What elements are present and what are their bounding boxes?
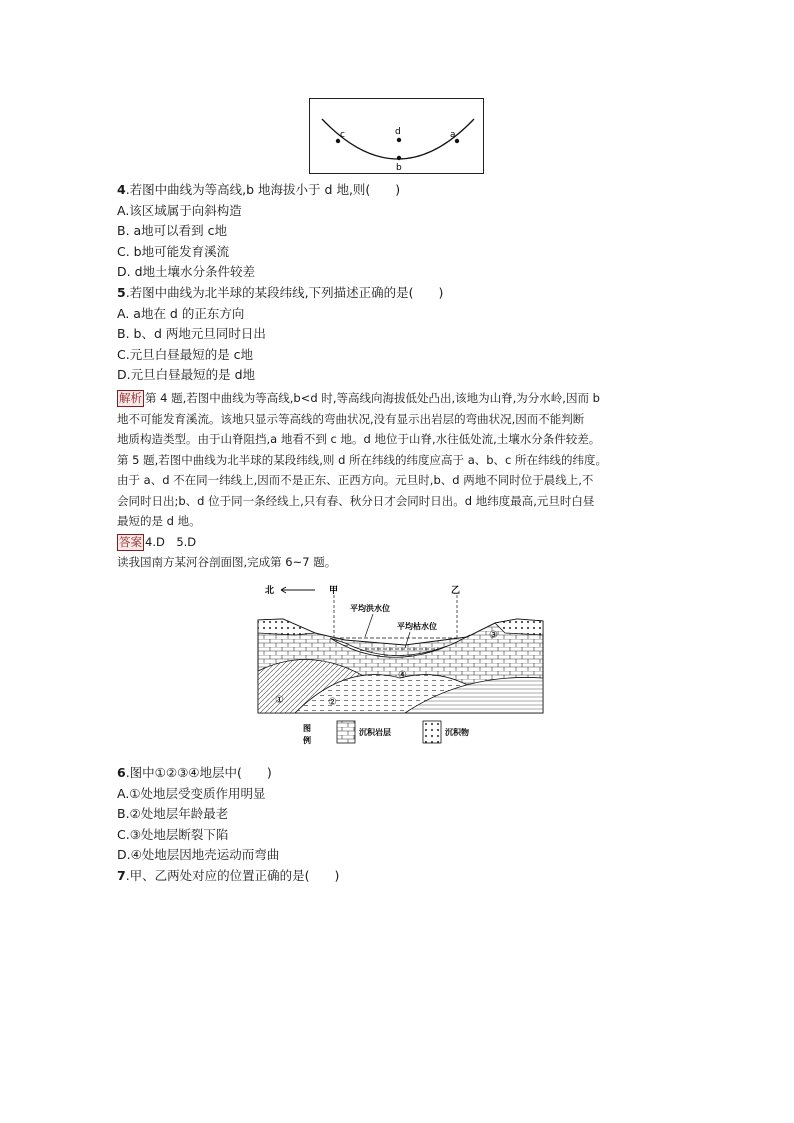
question-6-option-b: B.②处地层年龄最老 [117, 806, 229, 821]
analysis-line-5: 由于 a、d 不在同一纬线上,因而不是正东、正西方向。元旦时,b、d 两地不同时位于晨线上,不 [117, 473, 594, 487]
flood-level-label: 平均洪水位 [350, 604, 390, 613]
legend-sediment-swatch [423, 721, 441, 743]
figure-curve-points [309, 98, 484, 174]
legend-title-2: 例 [303, 736, 311, 745]
jia-label: 甲 [329, 586, 339, 596]
analysis-line-4: 第 5 题,若图中曲线为北半球的某段纬线,则 d 所在纬线的纬度应高于 a、b、c 所在纬线的纬度。 [117, 452, 608, 467]
question-5-option-d: D.元旦白昼最短的是 d地 [117, 367, 256, 382]
analysis-section [117, 388, 692, 573]
sediment-left [258, 619, 315, 635]
question-6 [117, 763, 692, 866]
label-a: a [450, 130, 456, 140]
question-4-option-b: B. a地可以看到 c地 [117, 223, 228, 238]
valley-cross-section [255, 583, 545, 748]
label-c: c [340, 130, 345, 140]
question-7-stem: 7.甲、乙两处对应的位置正确的是( ) [117, 868, 340, 883]
intro-line: 读我国南方某河谷剖面图,完成第 6~7 题。 [117, 555, 337, 569]
legend-rock-label: 沉积岩层 [359, 728, 391, 737]
answer-tag: 答案 [119, 534, 142, 549]
question-4-option-c: C. b地可能发育溪流 [117, 243, 230, 259]
answer-text: 4.D 5.D [145, 534, 197, 549]
layer-2-label: ② [328, 697, 337, 708]
point-b [397, 156, 401, 160]
question-5-option-b: B. b、d 两地元旦同时日出 [117, 326, 266, 341]
legend-sediment-label: 沉积物 [445, 728, 469, 737]
layer-1-label: ① [275, 695, 284, 706]
point-d [397, 138, 401, 142]
label-d: d [395, 127, 401, 137]
question-5-stem: 5.若图中曲线为北半球的某段纬线,下列描述正确的是( ) [117, 285, 444, 300]
analysis-line-3: 地质构造类型。由于山脊阻挡,a 地看不到 c 地。d 地位于山脊,水往低处流,土壤水分条件较差。 [117, 432, 601, 446]
dry-level-label: 平均枯水位 [397, 622, 437, 631]
question-6-option-a: A.①处地层受变质作用明显 [117, 785, 266, 801]
question-6-stem: 6.图中①②③④地层中( ) [117, 765, 272, 780]
question-4-stem: 4.若图中曲线为等高线,b 地海拔小于 d 地,则( ) [117, 182, 401, 197]
analysis-tag: 解析 [119, 391, 142, 405]
layer-4-label: ④ [398, 670, 407, 681]
question-4-option-d: D. d地土壤水分条件较差 [117, 264, 256, 279]
yi-label: 乙 [451, 586, 461, 596]
question-5-option-a: A. a地在 d 的正东方向 [117, 305, 245, 321]
layer-3-label: ③ [489, 630, 498, 641]
question-5 [117, 283, 692, 386]
question-4-option-a: A.该区域属于向斜构造 [117, 202, 242, 218]
analysis-line-6: 会同时日出;b、d 位于同一条经线上,只有春、秋分日才会同时日出。d 地纬度最高,元旦时白昼 [117, 493, 595, 508]
analysis-line-7: 最短的是 d 地。 [117, 514, 201, 528]
legend-title-1: 图 [303, 724, 311, 733]
figure-river-valley [255, 583, 545, 748]
answer-line [117, 532, 692, 553]
question-6-option-c: C.③处地层断裂下陷 [117, 826, 229, 842]
question-4 [117, 180, 692, 283]
legend-rock-swatch [337, 721, 355, 743]
analysis-line-1: 解析 第 4 题,若图中曲线为等高线,b<d 时,等高线向海拔低处凸出,该地为山脊,为分水岭,因而 b [119, 391, 600, 405]
north-label: 北 [265, 586, 275, 596]
north-arrow [281, 587, 315, 593]
analysis-line-2: 地不可能发育溪流。该地只显示等高线的弯曲状况,没有显示出岩层的弯曲状况,因而不能判断 [117, 411, 585, 426]
label-b: b [396, 163, 402, 173]
question-7 [117, 866, 692, 887]
curve-diagram [310, 99, 485, 175]
question-5-option-c: C.元旦白昼最短的是 c地 [117, 346, 254, 362]
question-6-option-d: D.④处地层因地壳运动而弯曲 [117, 847, 280, 862]
flood-level-pointer [365, 614, 373, 637]
